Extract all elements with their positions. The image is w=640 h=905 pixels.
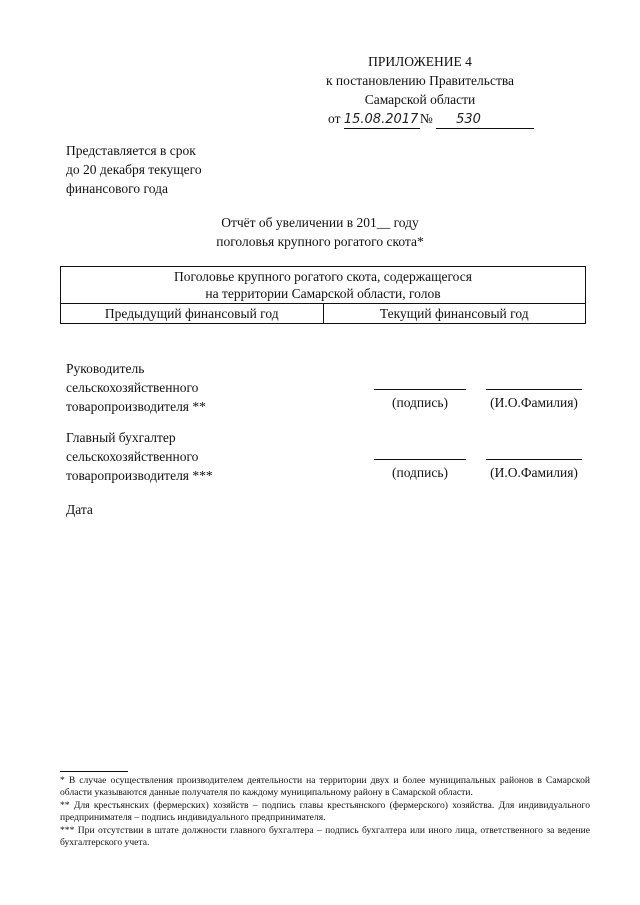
role-line: товаропроизводителя **: [66, 399, 206, 414]
table-header-line-1: Поголовье крупного рогатого скота, содержащегося: [174, 269, 472, 284]
name-label: (И.О.Фамилия): [490, 465, 578, 480]
name-line: [486, 389, 582, 390]
number-prefix: №: [419, 111, 433, 126]
deadline-note: [66, 141, 202, 198]
appendix-title: ПРИЛОЖЕНИЕ 4: [368, 54, 472, 69]
table-header-line-2: на территории Самарской области, голов: [205, 286, 441, 301]
column-current-year: Текущий финансовый год: [323, 304, 586, 324]
column-previous-year: Предыдущий финансовый год: [61, 304, 324, 324]
appendix-header: [300, 52, 540, 129]
report-title-line-2: поголовья крупного рогатого скота*: [216, 234, 424, 249]
name-label: (И.О.Фамилия): [490, 395, 578, 410]
table-columns-row: [61, 304, 586, 324]
signature-block-accountant: [66, 428, 213, 485]
deadline-line-2: до 20 декабря текущего: [66, 162, 202, 177]
role-line: товаропроизводителя ***: [66, 468, 213, 483]
appendix-line-1: к постановлению Правительства: [325, 73, 515, 88]
table-header-cell: [61, 267, 586, 304]
report-title-line-1: Отчёт об увеличении в 201__ году: [221, 215, 419, 230]
footnotes: [60, 775, 590, 849]
signature-label: (подпись): [391, 465, 449, 480]
role-line: сельскохозяйственного: [66, 380, 199, 395]
role-line: сельскохозяйственного: [66, 449, 199, 464]
footnote-2: ** Для крестьянских (фермерских) хозяйств – подпись главы крестьянского (фермерского) хозяйства. Для индивидуального предпринимателя – подпись индивидуального предпринимателя.: [60, 799, 590, 824]
role-line: Руководитель: [66, 361, 145, 376]
handwritten-number: 530: [436, 112, 534, 129]
footnote-separator: [60, 771, 128, 772]
role-line: Главный бухгалтер: [66, 430, 176, 445]
appendix-date-line: [300, 109, 540, 129]
signature-line: [374, 459, 466, 460]
deadline-line-1: Представляется в срок: [66, 143, 196, 158]
name-line: [486, 459, 582, 460]
handwritten-date: 15.08.2017: [343, 112, 419, 127]
livestock-table: [60, 266, 586, 324]
date-prefix: от: [328, 111, 341, 126]
date-label: Дата: [66, 502, 93, 517]
signature-line: [374, 389, 466, 390]
report-title: [120, 213, 520, 251]
signature-label: (подпись): [391, 395, 449, 410]
deadline-line-3: финансового года: [66, 181, 168, 196]
table-header-row: [61, 267, 586, 304]
signature-block-head: [66, 359, 206, 416]
footnote-3: *** При отсутствии в штате должности главного бухгалтера – подпись бухгалтера или иного лица, ответственного за ведение бухгалтерского учета.: [60, 824, 590, 849]
appendix-line-2: Самарской области: [364, 92, 476, 107]
footnote-1: * В случае осуществления производителем деятельности на территории двух и более муниципальных районов в Самарской области указываются данные получателя по каждому муниципальному району в Самарской области.: [60, 775, 590, 799]
